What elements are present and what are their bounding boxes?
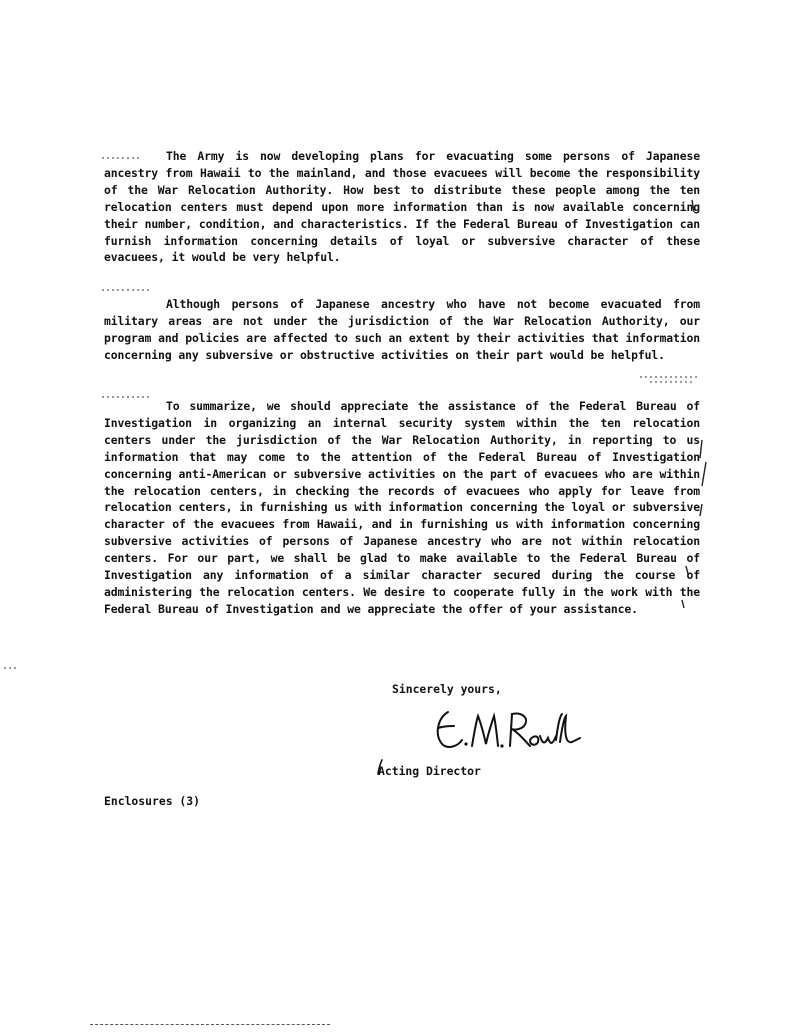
body-paragraph-1 (104, 148, 700, 266)
body-paragraph-2 (104, 296, 700, 364)
footer-rule (90, 1024, 330, 1027)
paragraph-text: The Army is now developing plans for evacuating some persons of Japanese ancestry from Hawaii to the mainland, and those evacuees will become the responsibility of the War Relocation Authority. How best to distribute these people among the ten relocation centers must depend upon more information than is now available concerning their number, condition, and characteristics. If the Federal Bureau of Investigation can furnish information concerning details of loyal or subversive character of these evacuees, it would be very helpful. (104, 149, 700, 265)
complimentary-closing: Sincerely yours, (392, 682, 502, 696)
paragraph-text: Although persons of Japanese ancestry who have not become evacuated from military areas are not under the jurisdiction of the War Relocation Authority, our program and policies are affected to such an extent by their activities that information concerning any subversive or obstructive activities on their part would be helpful. (104, 297, 700, 362)
body-paragraph-3 (104, 398, 700, 618)
paragraph-text: To summarize, we should appreciate the assistance of the Federal Bureau of Investigation in organizing an internal security system within the ten relocation centers under the jurisdiction of the War Relocation Authority, in reporting to us information that may come to the attention of the Federal Bureau of Investigation concerning anti-American or subversive activities on the part of evacuees who are within the relocation centers, in checking the records of evacuees who apply for leave from relocation centers, in furnishing us with information concerning the loyal or subversive character of the evacuees from Hawaii, and in furnishing us with information concerning subversive activities of persons of Japanese ancestry who are not within relocation centers. For our part, we shall be glad to make available to the Federal Bureau of Investigation any information of a similar character secured during the course of administering the relocation centers. We desire to cooperate fully in the work with the Federal Bureau of Investigation and we appreciate the offer of your assistance. (104, 399, 700, 616)
signer-title: Acting Director (378, 764, 481, 778)
enclosures-note: Enclosures (3) (104, 794, 201, 808)
handwritten-signature (430, 704, 590, 756)
